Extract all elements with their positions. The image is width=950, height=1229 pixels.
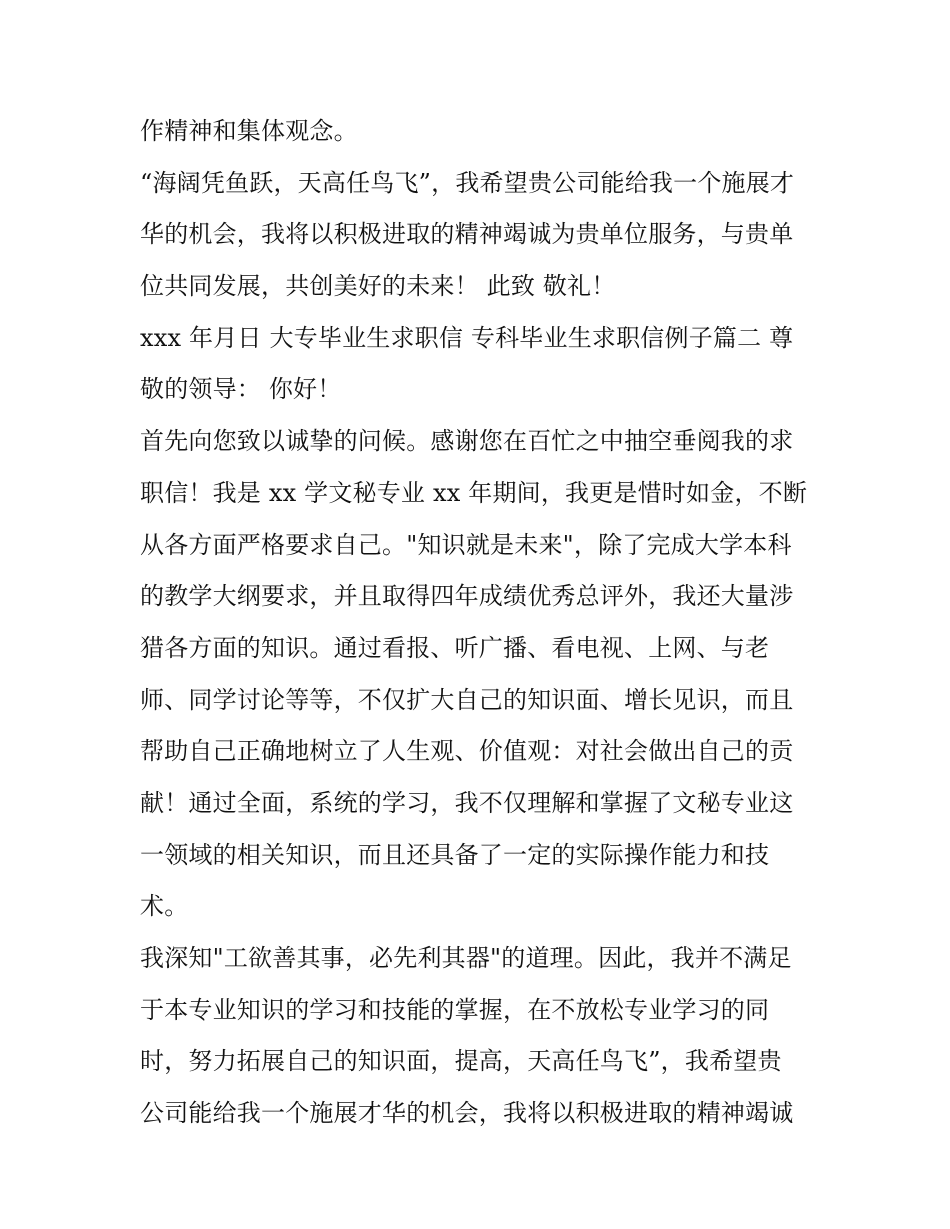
text-line: 华的机会，我将以积极进取的精神竭诚为贵单位服务，与贵单 [140, 220, 794, 249]
text-line: 术。 [140, 892, 189, 921]
text-line: 敬的领导： 你好！ [140, 375, 342, 404]
text-line: xxx 年月日 大专毕业生求职信 专科毕业生求职信例子篇二 尊 [140, 323, 794, 352]
text-line: 献！通过全面，系统的学习，我不仅理解和掌握了文秘专业这 [140, 788, 794, 817]
text-line: 的教学大纲要求，并且取得四年成绩优秀总评外，我还大量涉 [140, 582, 794, 611]
text-line: 于本专业知识的学习和技能的掌握，在不放松专业学习的同 [140, 995, 770, 1024]
text-line: 公司能给我一个施展才华的机会，我将以积极进取的精神竭诚 [140, 1099, 794, 1128]
text-line: 一领域的相关知识，而且还具备了一定的实际操作能力和技 [140, 840, 770, 869]
text-line: 职信！我是 xx 学文秘专业 xx 年期间，我更是惜时如金，不断 [140, 478, 808, 507]
text-line: 师、同学讨论等等，不仅扩大自己的知识面、增长见识，而且 [140, 685, 794, 714]
text-line: 我深知"工欲善其事，必先利其器"的道理。因此，我并不满足 [140, 944, 792, 972]
text-line: 猎各方面的知识。通过看报、听广播、看电视、上网、与老 [140, 633, 770, 662]
text-line: 首先向您致以诚挚的问候。感谢您在百忙之中抽空垂阅我的求 [140, 427, 794, 456]
text-line: 从各方面严格要求自己。"知识就是未来"，除了完成大学本科 [140, 530, 792, 559]
body-text [140, 106, 820, 1140]
text-line: 时，努力拓展自己的知识面，提高，天高任鸟飞”，我希望贵 [140, 1047, 782, 1076]
text-line: 位共同发展，共创美好的未来！ 此致 敬礼！ [140, 272, 616, 301]
text-line: 作精神和集体观念。 [140, 117, 358, 145]
text-line: 帮助自己正确地树立了人生观、价值观：对社会做出自己的贡 [140, 737, 794, 766]
text-line: “海阔凭鱼跃，天高任鸟飞”，我希望贵公司能给我一个施展才 [140, 168, 795, 197]
